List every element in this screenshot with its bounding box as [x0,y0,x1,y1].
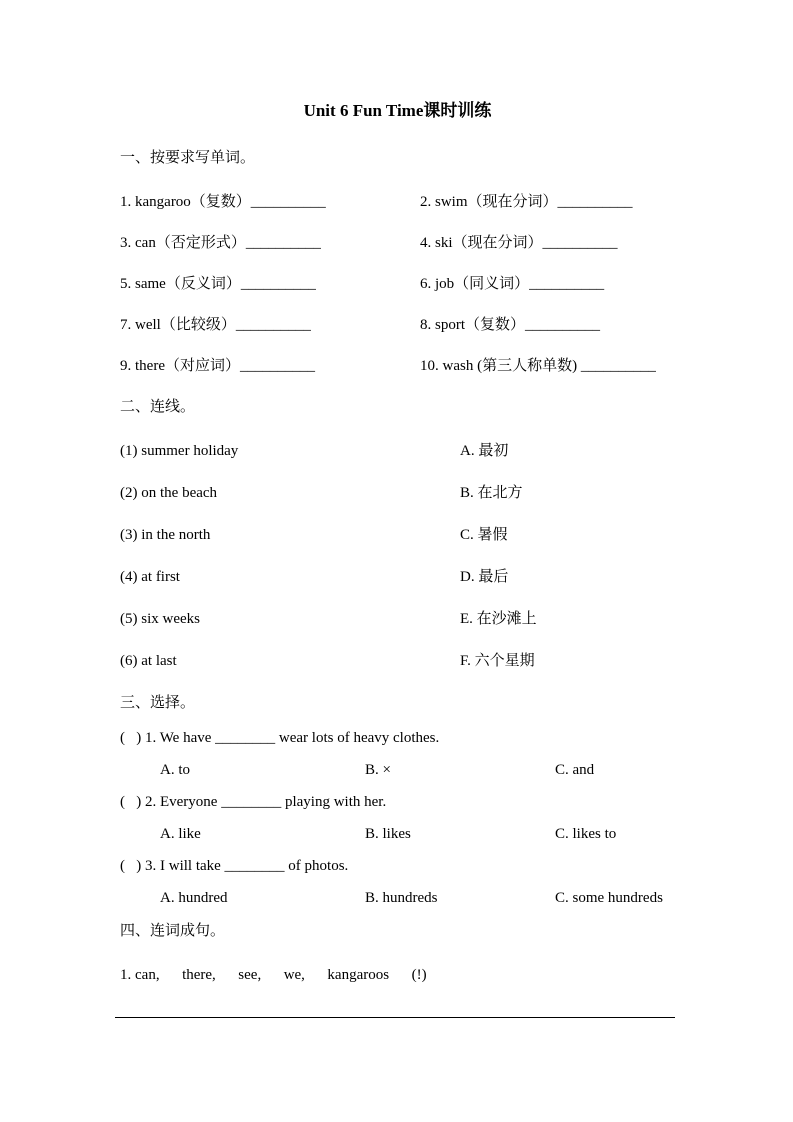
word-row [120,233,675,254]
option-a: A. hundred [160,890,228,906]
section2-heading: 二、连线。 [120,399,196,415]
match-english: (3) in the north [120,527,211,543]
match-chinese: C. 暑假 [460,527,508,543]
word-item: 6. job（同义词）__________ [420,276,605,292]
choice-question [120,792,675,845]
match-row [120,483,675,504]
option-b: B. hundreds [365,890,438,906]
match-row [120,609,675,630]
match-row [120,441,675,462]
option-b: B. × [365,762,391,778]
question-stem: ( ) 1. We have ________ wear lots of heavy clothes. [120,730,440,746]
match-chinese: F. 六个星期 [460,653,535,669]
word-row [120,356,675,377]
option-c: C. likes to [555,826,617,842]
page-title: Unit 6 Fun Time课时训练 [303,101,492,120]
option-c: C. and [555,762,595,778]
option-c: C. some hundreds [555,890,663,906]
match-english: (2) on the beach [120,485,218,501]
question-options [120,760,675,781]
word-item: 8. sport（复数）__________ [420,317,601,333]
word-row [120,274,675,295]
option-a: A. to [160,762,190,778]
choice-question [120,856,675,909]
word-item: 3. can（否定形式）__________ [120,235,321,251]
question-options [120,888,675,909]
match-chinese: A. 最初 [460,443,509,459]
word-item: 4. ski（现在分词）__________ [420,235,618,251]
section1-heading: 一、按要求写单词。 [120,150,256,166]
option-a: A. like [160,826,201,842]
match-english: (5) six weeks [120,611,200,627]
word-row [120,315,675,336]
match-row [120,525,675,546]
question-stem: ( ) 2. Everyone ________ playing with her. [120,794,387,810]
match-english: (6) at last [120,653,177,669]
word-item: 7. well（比较级）__________ [120,317,311,333]
word-item: 2. swim（现在分词）__________ [420,194,633,210]
match-row [120,651,675,672]
word-row [120,192,675,213]
word-item: 10. wash (第三人称单数) __________ [420,358,656,374]
word-item: 5. same（反义词）__________ [120,276,316,292]
answer-line [115,1017,675,1018]
option-b: B. likes [365,826,411,842]
section4-heading: 四、连词成句。 [120,923,226,939]
choice-question [120,728,675,781]
section3-heading: 三、选择。 [120,695,196,711]
section-choice [120,693,675,909]
section-matching [120,397,675,672]
match-row [120,567,675,588]
match-chinese: B. 在北方 [460,485,523,501]
question-options [120,824,675,845]
word-item: 9. there（对应词）__________ [120,358,315,374]
section-write-words [120,148,675,377]
match-chinese: E. 在沙滩上 [460,611,537,627]
match-english: (1) summer holiday [120,443,239,459]
sentence-words: 1. can, there, see, we, kangaroos (!) [120,967,427,983]
word-item: 1. kangaroo（复数）__________ [120,194,326,210]
section-sentence [120,921,675,1018]
question-stem: ( ) 3. I will take ________ of photos. [120,858,349,874]
match-chinese: D. 最后 [460,569,509,585]
match-english: (4) at first [120,569,180,585]
